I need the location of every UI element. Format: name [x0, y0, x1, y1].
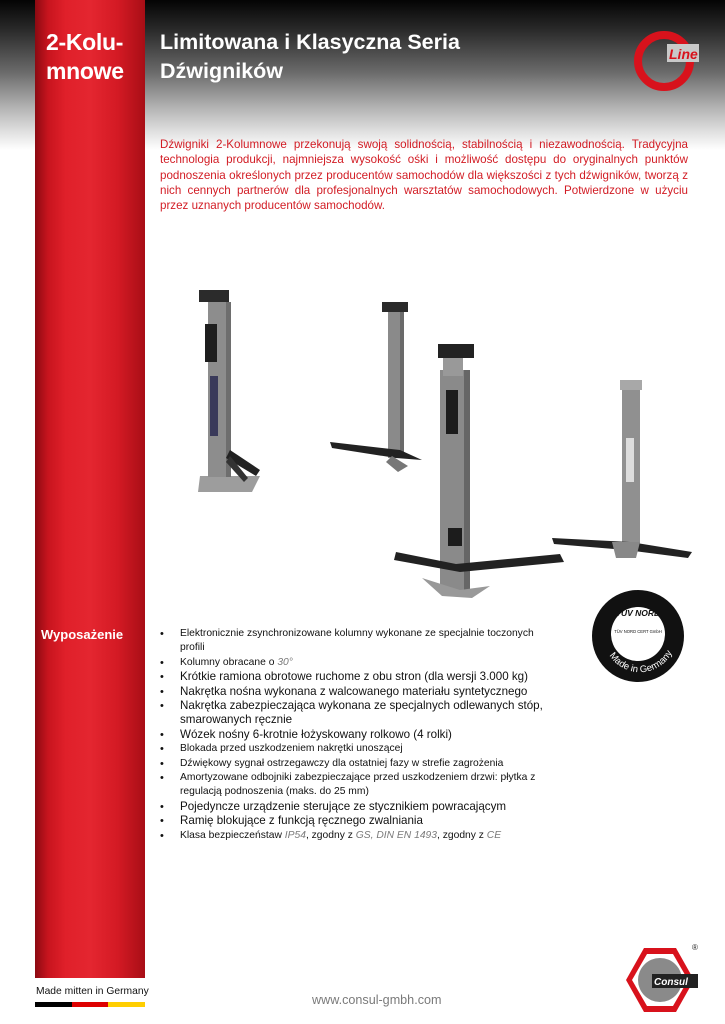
- bullet-icon: •: [160, 628, 164, 640]
- product-lifts-image: [160, 280, 720, 610]
- bullet-icon: •: [160, 700, 164, 712]
- section-label-equipment: Wyposażenie: [41, 627, 124, 642]
- list-item: • Ramię blokujące z funkcją ręcznego zwalniania: [160, 814, 423, 827]
- list-item: • Amortyzowane odbojniki zabezpieczające przed uszkodzeniem drzwi: płytka z regulacją podnoszenia (maks. do 25 mm): [160, 772, 536, 797]
- made-in-germany-label: Made mitten in Germany: [36, 986, 149, 997]
- bullet-icon: •: [160, 757, 164, 770]
- sidebar-title: 2-Kolu- mnowe: [46, 29, 124, 84]
- list-item: • Kolumny obracane o 30°: [160, 656, 293, 669]
- list-item: • Krótkie ramiona obrotowe ruchome z obu stron (dla wersji 3.000 kg): [160, 670, 528, 683]
- flag-red: [72, 1002, 109, 1007]
- list-item: • Nakrętka nośna wykonana z walcowanego materiału syntetycznego: [160, 684, 528, 698]
- list-item: • Elektronicznie zsynchronizowane kolumny wykonane ze specjalnie toczonych profili: [160, 628, 534, 653]
- bullet-icon: •: [160, 685, 164, 698]
- bullet-icon: •: [160, 829, 164, 842]
- list-item: • Blokada przed uszkodzeniem nakrętki unoszącej: [160, 743, 403, 755]
- bullet-icon: •: [160, 656, 164, 669]
- tuv-nord-certificate-seal: [588, 586, 688, 686]
- list-item: • Dźwiękowy sygnał ostrzegawczy dla ostatniej fazy w strefie zagrożenia: [160, 757, 504, 770]
- bullet-icon: •: [160, 671, 164, 683]
- list-item: • Wózek nośny 6-krotnie łożyskowany rolkowo (4 rolki): [160, 727, 452, 741]
- website-url[interactable]: www.consul-gmbh.com: [312, 993, 442, 1007]
- lift-image-2: [330, 302, 422, 472]
- bullet-icon: •: [160, 772, 164, 784]
- list-item: • Klasa bezpieczeństaw IP54, zgodny z GS, DIN EN 1493, zgodny z CE: [160, 829, 502, 842]
- bullet-icon: •: [160, 743, 164, 755]
- germany-flag-stripe: [35, 1002, 145, 1007]
- flag-gold: [108, 1002, 145, 1007]
- registered-mark: ®: [692, 943, 698, 952]
- bullet-icon: •: [160, 728, 164, 741]
- lift-image-1: [198, 290, 260, 492]
- tuv-nord-text: TÜV NORD: [615, 608, 661, 618]
- intro-paragraph: Dźwigniki 2-Kolumnowe przekonują swoją solidnością, stabilnością i niezawodnością. Tradycyjna technologia produkcji, najmniejsza wysokość ośki i możliwość dostępu do oryginalnych punktów podnoszenia określonych przez producentów samochodów dla większości z tych dźwigników, tworzą z nich cennych partnerów dla profesjonalnych warsztatów samochodowych. Potwierdzone w użyciu przez uznanych producentów samochodów.: [160, 138, 688, 213]
- list-item: • Pojedyncze urządzenie sterujące ze stycznikiem powracającym: [160, 799, 507, 813]
- tuv-cert-text: TÜV NORD CERT GmbH: [614, 629, 662, 634]
- sidebar-band: [35, 0, 145, 978]
- flag-black: [35, 1002, 72, 1007]
- list-item: • Nakrętka zabezpieczająca wykonana ze specjalnych odlewanych stóp, smarowanych ręcznie: [160, 699, 543, 726]
- features-list: [160, 627, 560, 843]
- tuv-ring-text: Made in Germany: [606, 648, 675, 676]
- lift-image-3: [394, 344, 564, 598]
- cline-logo: [629, 26, 699, 96]
- page-title: Limitowana i Klasyczna Seria Dźwigników: [160, 30, 460, 83]
- cline-logo-text: Line: [669, 46, 698, 62]
- consul-logo-text: Consul: [654, 977, 688, 988]
- bullet-icon: •: [160, 800, 164, 813]
- lift-image-4: [552, 380, 692, 558]
- bullet-icon: •: [160, 815, 164, 827]
- consul-logo: [622, 940, 704, 1018]
